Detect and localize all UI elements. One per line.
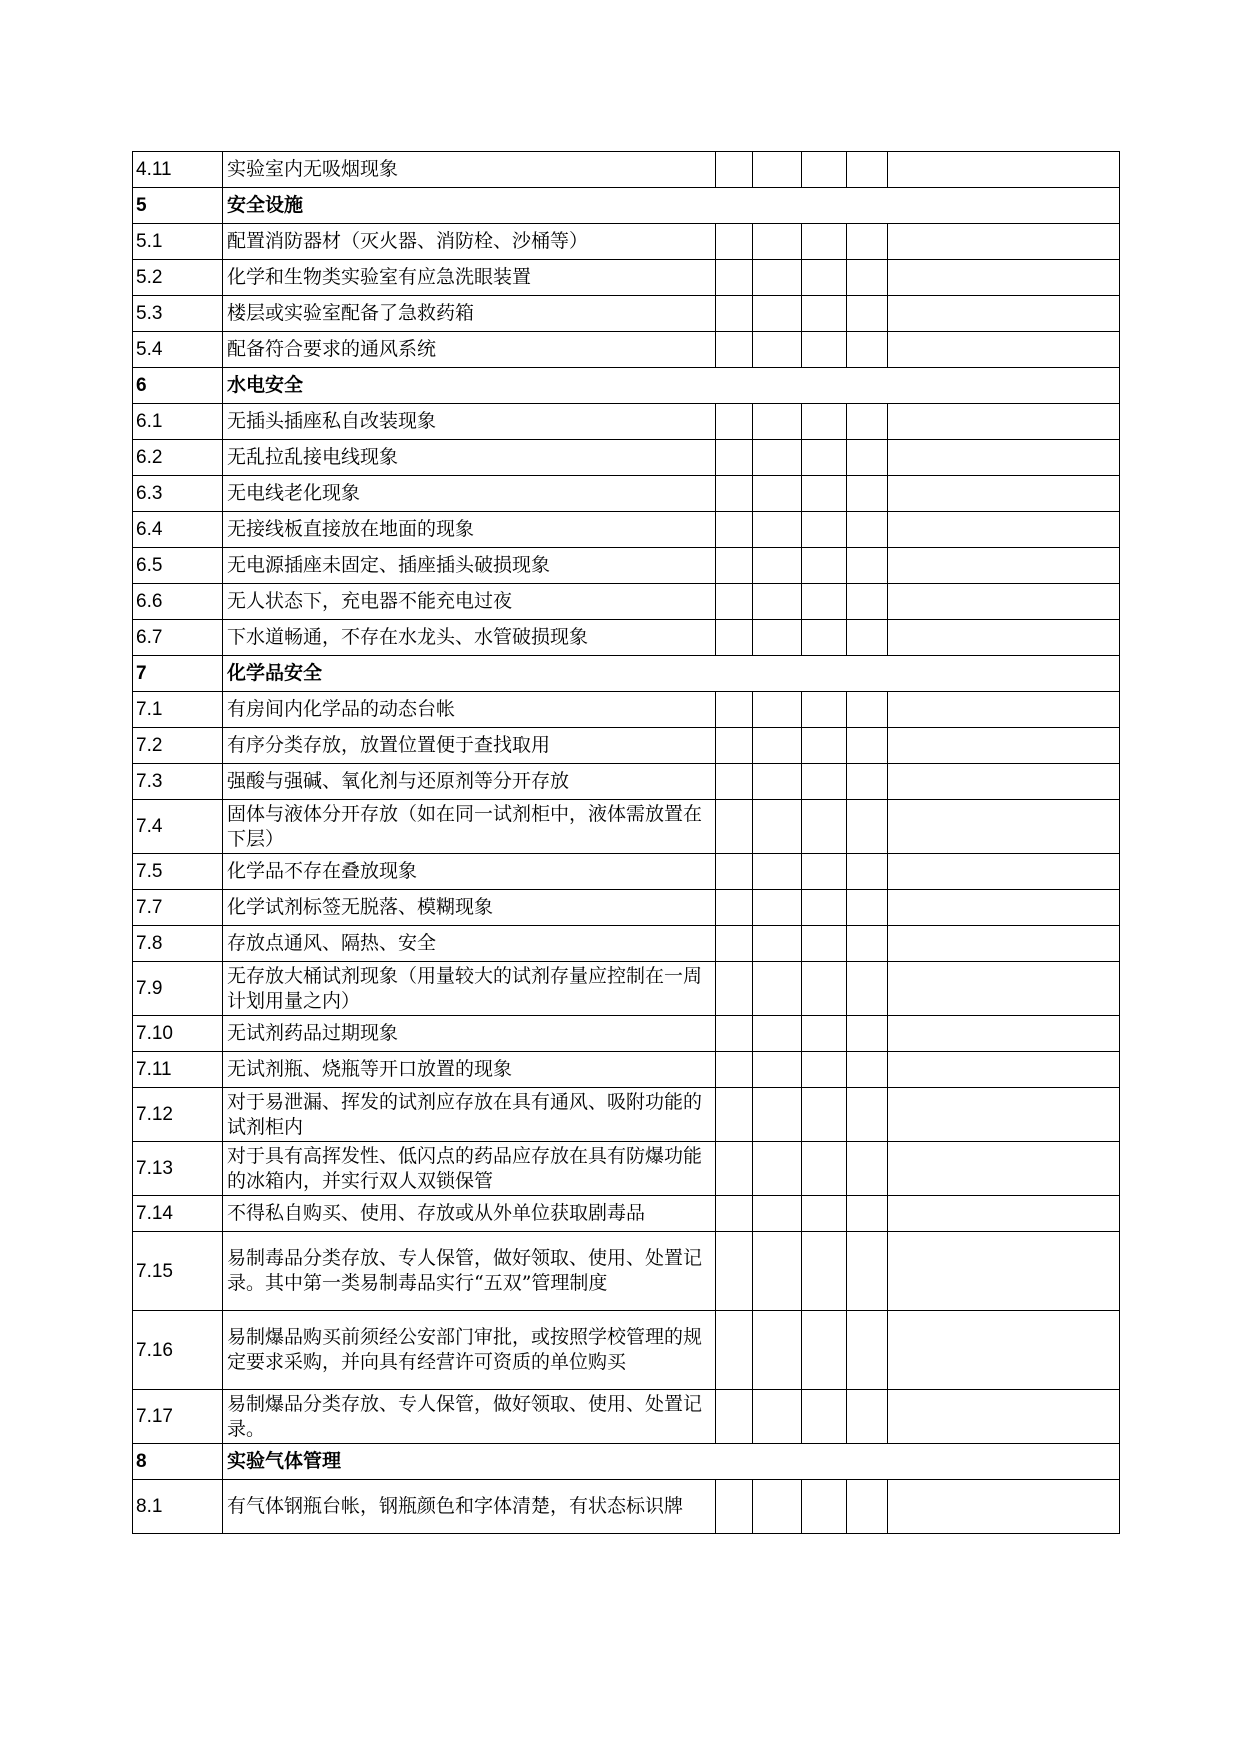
check-cell-1[interactable] [716, 890, 753, 926]
table-row [133, 620, 1120, 656]
check-cell-3[interactable] [802, 224, 847, 260]
table-row [133, 764, 1120, 800]
remarks-cell[interactable] [888, 962, 1120, 1016]
remarks-cell[interactable] [888, 1016, 1120, 1052]
check-cell-1[interactable] [716, 584, 753, 620]
table-row [133, 1480, 1120, 1534]
check-cell-4[interactable] [847, 584, 888, 620]
check-cell-1[interactable] [716, 1480, 753, 1534]
section-title-cell: 实验气体管理 [223, 1444, 1120, 1480]
check-cell-1[interactable] [716, 1052, 753, 1088]
remarks-cell[interactable] [888, 800, 1120, 854]
check-cell-4[interactable] [847, 224, 888, 260]
table-row [133, 476, 1120, 512]
item-number-cell: 5 [133, 188, 223, 224]
item-number-cell: 7.7 [133, 890, 223, 926]
remarks-cell[interactable] [888, 764, 1120, 800]
check-cell-4[interactable] [847, 548, 888, 584]
section-header-row [133, 1444, 1120, 1480]
table-body [133, 152, 1120, 1534]
remarks-cell[interactable] [888, 404, 1120, 440]
check-cell-3[interactable] [802, 692, 847, 728]
item-description-cell: 对于易泄漏、挥发的试剂应存放在具有通风、吸附功能的试剂柜内 [223, 1088, 716, 1142]
item-number-cell: 8 [133, 1444, 223, 1480]
check-cell-2[interactable] [753, 1232, 802, 1311]
check-cell-3[interactable] [802, 404, 847, 440]
check-cell-3[interactable] [802, 1196, 847, 1232]
check-cell-1[interactable] [716, 1088, 753, 1142]
item-description-cell: 易制毒品分类存放、专人保管，做好领取、使用、处置记录。其中第一类易制毒品实行“五双”管理制度 [223, 1232, 716, 1311]
check-cell-2[interactable] [753, 890, 802, 926]
item-description-cell: 无电源插座未固定、插座插头破损现象 [223, 548, 716, 584]
table-row [133, 332, 1120, 368]
check-cell-2[interactable] [753, 1480, 802, 1534]
check-cell-4[interactable] [847, 260, 888, 296]
check-cell-3[interactable] [802, 854, 847, 890]
check-cell-4[interactable] [847, 1232, 888, 1311]
item-description-cell: 有房间内化学品的动态台帐 [223, 692, 716, 728]
item-number-cell: 7.16 [133, 1311, 223, 1390]
check-cell-3[interactable] [802, 440, 847, 476]
remarks-cell[interactable] [888, 296, 1120, 332]
check-cell-4[interactable] [847, 890, 888, 926]
check-cell-1[interactable] [716, 1142, 753, 1196]
check-cell-3[interactable] [802, 728, 847, 764]
check-cell-4[interactable] [847, 1196, 888, 1232]
item-description-cell: 固体与液体分开存放（如在同一试剂柜中，液体需放置在下层） [223, 800, 716, 854]
check-cell-4[interactable] [847, 1390, 888, 1444]
item-description-cell: 易制爆品购买前须经公安部门审批，或按照学校管理的规定要求采购，并向具有经营许可资质的单位购买 [223, 1311, 716, 1390]
table-row [133, 440, 1120, 476]
remarks-cell[interactable] [888, 1088, 1120, 1142]
check-cell-3[interactable] [802, 1311, 847, 1390]
check-cell-1[interactable] [716, 296, 753, 332]
remarks-cell[interactable] [888, 620, 1120, 656]
check-cell-4[interactable] [847, 440, 888, 476]
item-description-cell: 存放点通风、隔热、安全 [223, 926, 716, 962]
item-description-cell: 实验室内无吸烟现象 [223, 152, 716, 188]
check-cell-3[interactable] [802, 800, 847, 854]
check-cell-1[interactable] [716, 1311, 753, 1390]
item-number-cell: 7.10 [133, 1016, 223, 1052]
item-description-cell: 化学品不存在叠放现象 [223, 854, 716, 890]
item-number-cell: 6.7 [133, 620, 223, 656]
remarks-cell[interactable] [888, 584, 1120, 620]
check-cell-1[interactable] [716, 764, 753, 800]
check-cell-2[interactable] [753, 332, 802, 368]
check-cell-3[interactable] [802, 1480, 847, 1534]
item-number-cell: 7 [133, 656, 223, 692]
item-description-cell: 化学试剂标签无脱落、模糊现象 [223, 890, 716, 926]
check-cell-3[interactable] [802, 1390, 847, 1444]
check-cell-3[interactable] [802, 476, 847, 512]
check-cell-1[interactable] [716, 404, 753, 440]
check-cell-4[interactable] [847, 404, 888, 440]
item-number-cell: 7.14 [133, 1196, 223, 1232]
check-cell-2[interactable] [753, 800, 802, 854]
check-cell-4[interactable] [847, 926, 888, 962]
table-row [133, 926, 1120, 962]
item-number-cell: 7.17 [133, 1390, 223, 1444]
remarks-cell[interactable] [888, 476, 1120, 512]
table-row [133, 404, 1120, 440]
check-cell-3[interactable] [802, 296, 847, 332]
item-description-cell: 无接线板直接放在地面的现象 [223, 512, 716, 548]
item-number-cell: 6.3 [133, 476, 223, 512]
check-cell-1[interactable] [716, 152, 753, 188]
item-number-cell: 5.2 [133, 260, 223, 296]
check-cell-3[interactable] [802, 548, 847, 584]
check-cell-1[interactable] [716, 548, 753, 584]
check-cell-2[interactable] [753, 962, 802, 1016]
item-number-cell: 6 [133, 368, 223, 404]
item-number-cell: 7.1 [133, 692, 223, 728]
item-number-cell: 6.4 [133, 512, 223, 548]
check-cell-4[interactable] [847, 152, 888, 188]
check-cell-3[interactable] [802, 764, 847, 800]
check-cell-2[interactable] [753, 854, 802, 890]
table-row [133, 1196, 1120, 1232]
check-cell-3[interactable] [802, 1088, 847, 1142]
item-description-cell: 无存放大桶试剂现象（用量较大的试剂存量应控制在一周计划用量之内） [223, 962, 716, 1016]
item-description-cell: 楼层或实验室配备了急救药箱 [223, 296, 716, 332]
item-number-cell: 7.12 [133, 1088, 223, 1142]
section-header-row [133, 188, 1120, 224]
check-cell-2[interactable] [753, 548, 802, 584]
table-row [133, 260, 1120, 296]
remarks-cell[interactable] [888, 692, 1120, 728]
check-cell-4[interactable] [847, 512, 888, 548]
check-cell-1[interactable] [716, 1390, 753, 1444]
item-description-cell: 对于具有高挥发性、低闪点的药品应存放在具有防爆功能的冰箱内，并实行双人双锁保管 [223, 1142, 716, 1196]
item-description-cell: 无电线老化现象 [223, 476, 716, 512]
check-cell-1[interactable] [716, 926, 753, 962]
check-cell-2[interactable] [753, 584, 802, 620]
check-cell-2[interactable] [753, 1142, 802, 1196]
section-title-cell: 水电安全 [223, 368, 1120, 404]
item-description-cell: 不得私自购买、使用、存放或从外单位获取剧毒品 [223, 1196, 716, 1232]
table-row [133, 296, 1120, 332]
check-cell-4[interactable] [847, 692, 888, 728]
item-number-cell: 6.5 [133, 548, 223, 584]
item-number-cell: 4.11 [133, 152, 223, 188]
remarks-cell[interactable] [888, 854, 1120, 890]
check-cell-2[interactable] [753, 296, 802, 332]
table-row [133, 584, 1120, 620]
remarks-cell[interactable] [888, 1232, 1120, 1311]
check-cell-1[interactable] [716, 224, 753, 260]
check-cell-3[interactable] [802, 1142, 847, 1196]
check-cell-3[interactable] [802, 926, 847, 962]
item-number-cell: 6.1 [133, 404, 223, 440]
item-number-cell: 7.9 [133, 962, 223, 1016]
check-cell-2[interactable] [753, 1390, 802, 1444]
item-number-cell: 5.3 [133, 296, 223, 332]
check-cell-1[interactable] [716, 440, 753, 476]
remarks-cell[interactable] [888, 1196, 1120, 1232]
check-cell-2[interactable] [753, 1016, 802, 1052]
remarks-cell[interactable] [888, 1311, 1120, 1390]
item-number-cell: 7.4 [133, 800, 223, 854]
item-number-cell: 6.2 [133, 440, 223, 476]
check-cell-4[interactable] [847, 1311, 888, 1390]
check-cell-2[interactable] [753, 260, 802, 296]
item-number-cell: 5.4 [133, 332, 223, 368]
item-description-cell: 无人状态下，充电器不能充电过夜 [223, 584, 716, 620]
remarks-cell[interactable] [888, 728, 1120, 764]
table-row [133, 962, 1120, 1016]
remarks-cell[interactable] [888, 1390, 1120, 1444]
table-row [133, 548, 1120, 584]
table-row [133, 890, 1120, 926]
inspection-checklist-table [132, 151, 1120, 1534]
check-cell-4[interactable] [847, 1142, 888, 1196]
table-row [133, 1311, 1120, 1390]
check-cell-1[interactable] [716, 692, 753, 728]
check-cell-4[interactable] [847, 764, 888, 800]
check-cell-4[interactable] [847, 620, 888, 656]
item-number-cell: 7.13 [133, 1142, 223, 1196]
check-cell-2[interactable] [753, 224, 802, 260]
check-cell-1[interactable] [716, 512, 753, 548]
remarks-cell[interactable] [888, 1052, 1120, 1088]
check-cell-3[interactable] [802, 890, 847, 926]
check-cell-4[interactable] [847, 1480, 888, 1534]
remarks-cell[interactable] [888, 332, 1120, 368]
check-cell-3[interactable] [802, 260, 847, 296]
section-title-cell: 化学品安全 [223, 656, 1120, 692]
item-description-cell: 无乱拉乱接电线现象 [223, 440, 716, 476]
section-header-row [133, 368, 1120, 404]
table-row [133, 692, 1120, 728]
remarks-cell[interactable] [888, 1142, 1120, 1196]
check-cell-2[interactable] [753, 1052, 802, 1088]
table-row [133, 512, 1120, 548]
item-number-cell: 6.6 [133, 584, 223, 620]
table-row [133, 224, 1120, 260]
item-number-cell: 7.2 [133, 728, 223, 764]
remarks-cell[interactable] [888, 926, 1120, 962]
check-cell-2[interactable] [753, 512, 802, 548]
item-description-cell: 有气体钢瓶台帐，钢瓶颜色和字体清楚，有状态标识牌 [223, 1480, 716, 1534]
item-description-cell: 无插头插座私自改装现象 [223, 404, 716, 440]
check-cell-3[interactable] [802, 962, 847, 1016]
item-number-cell: 7.3 [133, 764, 223, 800]
check-cell-4[interactable] [847, 962, 888, 1016]
table-row [133, 1016, 1120, 1052]
check-cell-4[interactable] [847, 728, 888, 764]
remarks-cell[interactable] [888, 512, 1120, 548]
check-cell-4[interactable] [847, 800, 888, 854]
check-cell-3[interactable] [802, 332, 847, 368]
check-cell-2[interactable] [753, 440, 802, 476]
check-cell-2[interactable] [753, 764, 802, 800]
check-cell-2[interactable] [753, 728, 802, 764]
check-cell-2[interactable] [753, 620, 802, 656]
item-number-cell: 7.8 [133, 926, 223, 962]
section-title-cell: 安全设施 [223, 188, 1120, 224]
check-cell-4[interactable] [847, 476, 888, 512]
table-row [133, 152, 1120, 188]
check-cell-4[interactable] [847, 1052, 888, 1088]
check-cell-4[interactable] [847, 1088, 888, 1142]
check-cell-1[interactable] [716, 728, 753, 764]
check-cell-1[interactable] [716, 1196, 753, 1232]
check-cell-2[interactable] [753, 152, 802, 188]
check-cell-3[interactable] [802, 1232, 847, 1311]
item-number-cell: 7.11 [133, 1052, 223, 1088]
check-cell-2[interactable] [753, 1088, 802, 1142]
check-cell-3[interactable] [802, 512, 847, 548]
check-cell-2[interactable] [753, 692, 802, 728]
remarks-cell[interactable] [888, 260, 1120, 296]
check-cell-4[interactable] [847, 296, 888, 332]
check-cell-1[interactable] [716, 962, 753, 1016]
check-cell-1[interactable] [716, 260, 753, 296]
check-cell-4[interactable] [847, 332, 888, 368]
remarks-cell[interactable] [888, 1480, 1120, 1534]
section-header-row [133, 656, 1120, 692]
check-cell-2[interactable] [753, 404, 802, 440]
check-cell-1[interactable] [716, 854, 753, 890]
remarks-cell[interactable] [888, 440, 1120, 476]
check-cell-1[interactable] [716, 1232, 753, 1311]
check-cell-3[interactable] [802, 584, 847, 620]
table-row [133, 1390, 1120, 1444]
check-cell-1[interactable] [716, 332, 753, 368]
check-cell-2[interactable] [753, 1196, 802, 1232]
remarks-cell[interactable] [888, 890, 1120, 926]
check-cell-1[interactable] [716, 1016, 753, 1052]
check-cell-3[interactable] [802, 152, 847, 188]
item-number-cell: 7.5 [133, 854, 223, 890]
item-description-cell: 下水道畅通，不存在水龙头、水管破损现象 [223, 620, 716, 656]
check-cell-4[interactable] [847, 1016, 888, 1052]
table-row [133, 800, 1120, 854]
item-number-cell: 5.1 [133, 224, 223, 260]
item-description-cell: 易制爆品分类存放、专人保管，做好领取、使用、处置记录。 [223, 1390, 716, 1444]
remarks-cell[interactable] [888, 548, 1120, 584]
item-description-cell: 配备符合要求的通风系统 [223, 332, 716, 368]
item-description-cell: 配置消防器材（灭火器、消防栓、沙桶等） [223, 224, 716, 260]
item-description-cell: 无试剂药品过期现象 [223, 1016, 716, 1052]
table-row [133, 1052, 1120, 1088]
check-cell-3[interactable] [802, 1052, 847, 1088]
table-row [133, 1088, 1120, 1142]
check-cell-2[interactable] [753, 476, 802, 512]
table-row [133, 728, 1120, 764]
check-cell-3[interactable] [802, 1016, 847, 1052]
check-cell-4[interactable] [847, 854, 888, 890]
remarks-cell[interactable] [888, 224, 1120, 260]
item-description-cell: 无试剂瓶、烧瓶等开口放置的现象 [223, 1052, 716, 1088]
item-number-cell: 7.15 [133, 1232, 223, 1311]
table-row [133, 854, 1120, 890]
remarks-cell[interactable] [888, 152, 1120, 188]
check-cell-3[interactable] [802, 620, 847, 656]
check-cell-1[interactable] [716, 476, 753, 512]
check-cell-2[interactable] [753, 1311, 802, 1390]
table-row [133, 1232, 1120, 1311]
check-cell-1[interactable] [716, 620, 753, 656]
check-cell-2[interactable] [753, 926, 802, 962]
item-description-cell: 强酸与强碱、氧化剂与还原剂等分开存放 [223, 764, 716, 800]
item-description-cell: 化学和生物类实验室有应急洗眼装置 [223, 260, 716, 296]
item-description-cell: 有序分类存放，放置位置便于查找取用 [223, 728, 716, 764]
table-row [133, 1142, 1120, 1196]
check-cell-1[interactable] [716, 800, 753, 854]
item-number-cell: 8.1 [133, 1480, 223, 1534]
